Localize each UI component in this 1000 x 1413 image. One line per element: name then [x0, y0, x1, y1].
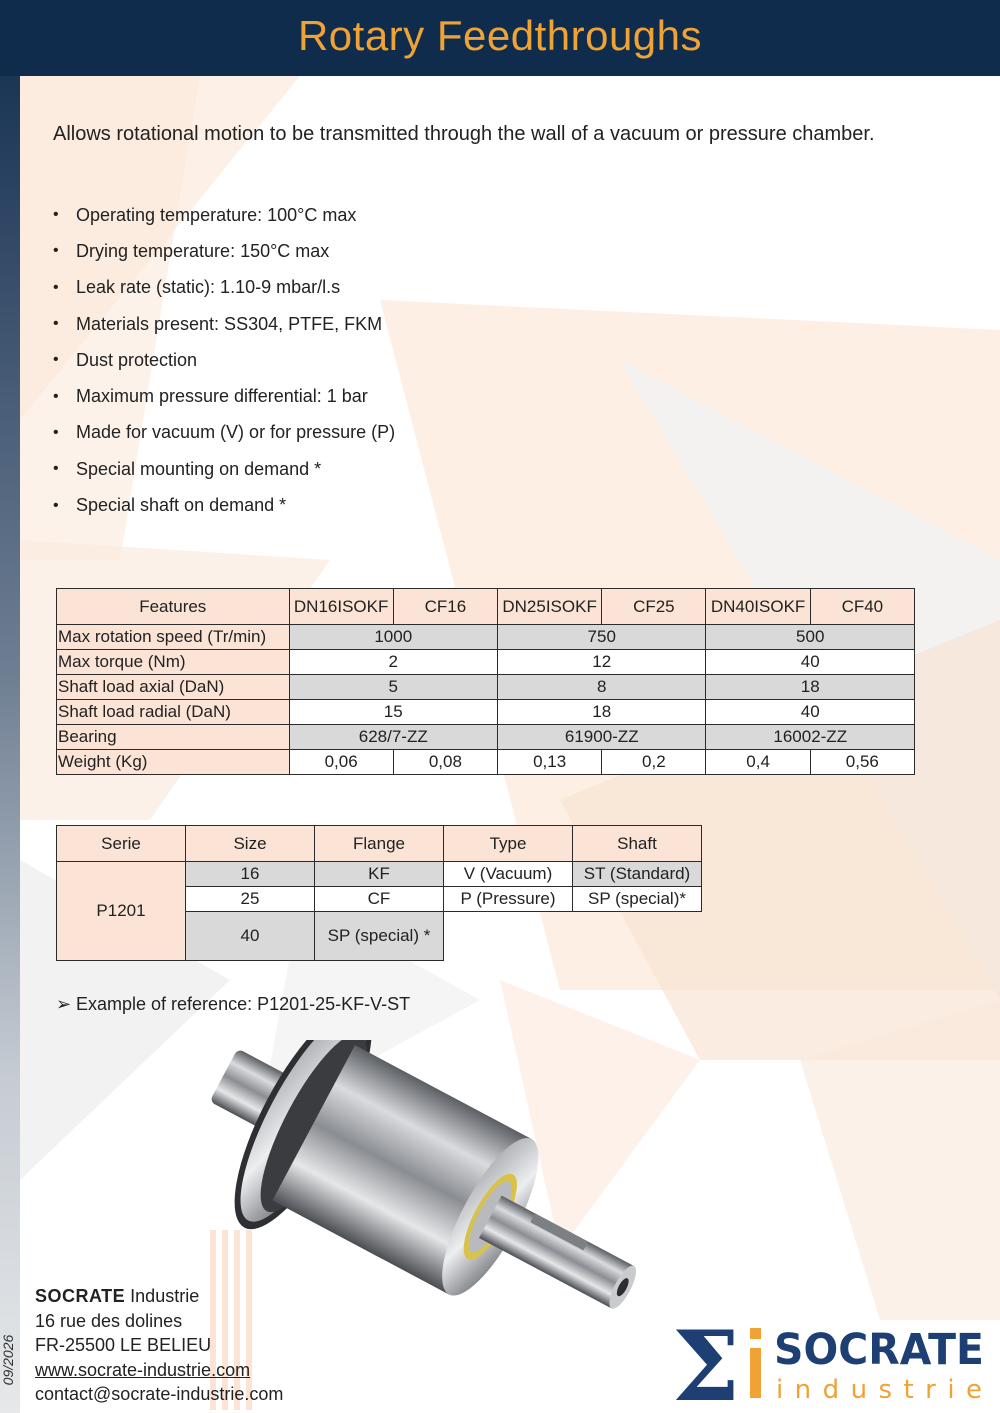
list-item: • Leak rate (static): 1.10-9 mbar/l.s [53, 277, 341, 298]
bullet-icon: • [53, 423, 59, 441]
list-item: • Operating temperature: 100°C max [53, 204, 357, 225]
column-header: Type [444, 826, 573, 862]
table-cell: 0,13 [498, 750, 602, 775]
table-cell: P (Pressure) [444, 887, 573, 912]
table-cell: KF [315, 862, 444, 887]
svg-text:Σ: Σ [672, 1318, 740, 1403]
logo-wordmark: SOCRATE [774, 1325, 984, 1375]
table-cell: 1000 [289, 625, 497, 650]
logo-subtitle: industrie [776, 1375, 982, 1403]
table-row [57, 650, 915, 675]
edition-date: 09/2026 [0, 1334, 16, 1386]
table-cell: 5 [289, 675, 497, 700]
empty-cell [444, 912, 573, 961]
table-cell: 18 [498, 700, 706, 725]
column-header: Shaft [573, 826, 702, 862]
table-cell: 0,2 [602, 750, 706, 775]
side-bar [0, 76, 20, 1413]
bullet-icon: • [53, 206, 59, 224]
table-cell: SP (special) * [315, 912, 444, 961]
table-cell: 8 [498, 675, 706, 700]
column-header: CF16 [393, 589, 497, 625]
bullet-icon: • [53, 242, 59, 260]
bullet-icon: • [53, 387, 59, 405]
bullet-icon: • [53, 351, 59, 369]
table-cell: 25 [186, 887, 315, 912]
list-item: • Dust protection [53, 349, 198, 370]
table-cell: 40 [706, 700, 915, 725]
column-header: DN40ISOKF [706, 589, 810, 625]
intro-text: Allows rotational motion to be transmitted through the wall of a vacuum or pressure chamber. [53, 123, 875, 145]
bullet-icon: • [53, 315, 59, 333]
reference-table [56, 825, 702, 961]
table-cell: ST (Standard) [573, 862, 702, 887]
city-address: FR-25500 LE BELIEU [35, 1335, 212, 1355]
table-cell: 628/7-ZZ [289, 725, 497, 750]
company-name: SOCRATE Industrie [35, 1286, 200, 1306]
table-cell: 0,56 [810, 750, 914, 775]
table-cell: 18 [706, 675, 915, 700]
company-address [35, 1284, 283, 1407]
row-label: Shaft load axial (DaN) [57, 675, 290, 700]
table-row [57, 725, 915, 750]
row-label: Bearing [57, 725, 290, 750]
table-cell: V (Vacuum) [444, 862, 573, 887]
column-header: DN16ISOKF [289, 589, 393, 625]
table-cell: 0,4 [706, 750, 810, 775]
table-cell: 61900-ZZ [498, 725, 706, 750]
column-header: Size [186, 826, 315, 862]
arrow-bullet-icon: ➢ [56, 994, 72, 1014]
list-item: • Special shaft on demand * [53, 495, 287, 516]
socrate-logo [672, 1318, 992, 1403]
column-header: Features [57, 589, 290, 625]
table-cell: SP (special)* [573, 887, 702, 912]
table-cell: 2 [289, 650, 497, 675]
street-address: 16 rue des dolines [35, 1310, 183, 1331]
table-cell: 16002-ZZ [706, 725, 915, 750]
table-cell: 500 [706, 625, 915, 650]
bullet-icon: • [53, 278, 59, 296]
table-cell: 15 [289, 700, 497, 725]
column-header: DN25ISOKF [498, 589, 602, 625]
table-row [57, 625, 915, 650]
bullet-icon: • [53, 460, 59, 478]
table-cell: 0,08 [393, 750, 497, 775]
column-header: CF25 [602, 589, 706, 625]
table-header-row [57, 826, 702, 862]
list-item: • Made for vacuum (V) or for pressure (P) [53, 422, 396, 443]
table-row [57, 750, 915, 775]
website-link[interactable]: www.socrate-industrie.com [35, 1359, 251, 1380]
table-cell: 750 [498, 625, 706, 650]
page-title: Rotary Feedthroughs [297, 12, 703, 59]
column-header: Serie [57, 826, 186, 862]
serie-cell: P1201 [57, 862, 186, 961]
table-cell: 40 [186, 912, 315, 961]
email-address[interactable]: contact@socrate-industrie.com [35, 1384, 284, 1404]
list-item: • Drying temperature: 150°C max [53, 240, 330, 261]
table-header-row [57, 589, 915, 625]
table-cell: CF [315, 887, 444, 912]
bullet-icon: • [53, 496, 59, 514]
row-label: Max torque (Nm) [57, 650, 290, 675]
feature-list [53, 197, 395, 524]
column-header: CF40 [810, 589, 914, 625]
table-cell: 40 [706, 650, 915, 675]
table-row [57, 700, 915, 725]
list-item: • Materials present: SS304, PTFE, FKM [53, 313, 383, 334]
table-row [57, 862, 702, 887]
column-header: Flange [315, 826, 444, 862]
table-row [57, 675, 915, 700]
example-reference: ➢ Example of reference: P1201-25-KF-V-ST [56, 994, 411, 1014]
list-item: • Maximum pressure differential: 1 bar [53, 386, 368, 407]
empty-cell [573, 912, 702, 961]
list-item: • Special mounting on demand * [53, 458, 322, 479]
features-table [56, 588, 915, 775]
table-cell: 0,06 [289, 750, 393, 775]
table-cell: 12 [498, 650, 706, 675]
row-label: Shaft load radial (DaN) [57, 700, 290, 725]
row-label: Weight (Kg) [57, 750, 290, 775]
brand-name: SOCRATE [35, 1286, 126, 1306]
table-cell: 16 [186, 862, 315, 887]
row-label: Max rotation speed (Tr/min) [57, 625, 290, 650]
page-header [0, 0, 1000, 76]
